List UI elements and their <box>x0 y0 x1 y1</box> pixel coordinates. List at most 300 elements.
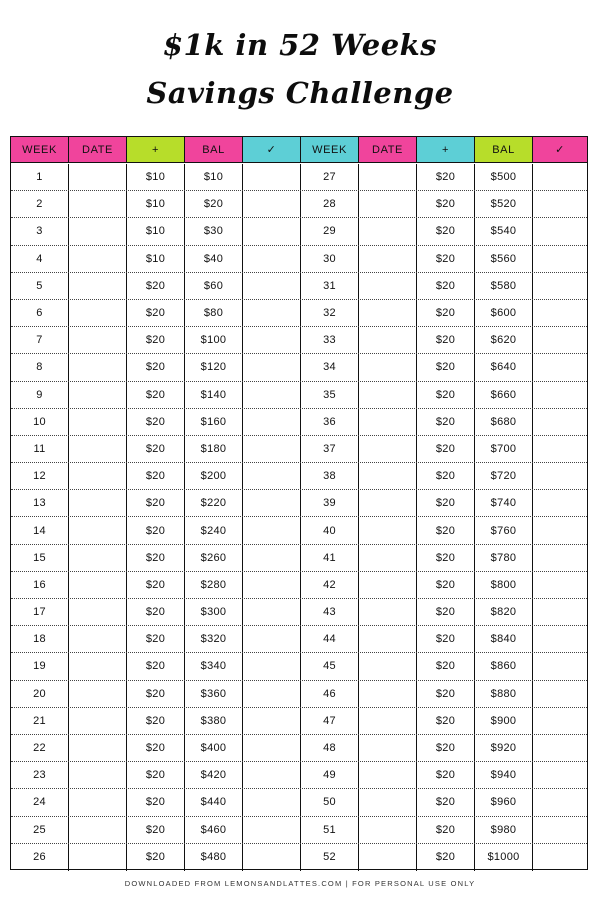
check-cell-field[interactable] <box>243 382 301 408</box>
date-cell-field[interactable] <box>69 273 127 299</box>
date-cell-field[interactable] <box>359 572 417 598</box>
plus-cell: $20 <box>127 681 185 707</box>
date-cell-field[interactable] <box>69 490 127 516</box>
check-cell-field[interactable] <box>243 545 301 571</box>
date-cell-field[interactable] <box>69 817 127 843</box>
week-cell: 34 <box>301 354 359 380</box>
table-row <box>11 626 587 653</box>
week-cell: 21 <box>11 708 69 734</box>
week-cell: 42 <box>301 572 359 598</box>
check-cell-field[interactable] <box>243 517 301 543</box>
plus-cell: $20 <box>127 517 185 543</box>
plus-cell: $20 <box>417 817 475 843</box>
bal-cell: $100 <box>185 327 243 353</box>
page-title-line-2: Savings Challenge <box>146 76 454 110</box>
table-row <box>11 517 587 544</box>
date-cell-field[interactable] <box>359 599 417 625</box>
check-cell-field[interactable] <box>533 844 587 871</box>
check-cell-field[interactable] <box>243 300 301 326</box>
page-title-line-1: $1k in 52 Weeks <box>162 28 438 62</box>
date-cell-field[interactable] <box>359 681 417 707</box>
plus-cell: $20 <box>127 844 185 871</box>
date-cell-field[interactable] <box>359 844 417 871</box>
bal-cell: $280 <box>185 572 243 598</box>
date-cell-field[interactable] <box>359 327 417 353</box>
check-cell-field[interactable] <box>243 327 301 353</box>
table-row <box>11 681 587 708</box>
check-cell-field[interactable] <box>533 599 587 625</box>
bal-cell: $420 <box>185 762 243 788</box>
plus-cell: $20 <box>127 545 185 571</box>
bal-cell: $400 <box>185 735 243 761</box>
week-cell: 12 <box>11 463 69 489</box>
check-cell-field[interactable] <box>243 218 301 244</box>
plus-cell: $10 <box>127 164 185 190</box>
table-row <box>11 300 587 327</box>
table-row <box>11 382 587 409</box>
plus-cell: $20 <box>127 300 185 326</box>
check-cell-field[interactable] <box>243 708 301 734</box>
date-cell-field[interactable] <box>359 708 417 734</box>
check-cell-field[interactable] <box>243 409 301 435</box>
week-cell: 26 <box>11 844 69 871</box>
week-cell: 36 <box>301 409 359 435</box>
week-cell: 4 <box>11 246 69 272</box>
plus-cell: $20 <box>417 708 475 734</box>
bal-cell: $820 <box>475 599 533 625</box>
check-cell-field[interactable] <box>533 436 587 462</box>
check-cell-field[interactable] <box>533 817 587 843</box>
date-cell-field[interactable] <box>69 653 127 679</box>
table-header <box>11 137 589 164</box>
table-row <box>11 762 587 789</box>
week-cell: 8 <box>11 354 69 380</box>
bal-cell: $620 <box>475 327 533 353</box>
week-cell: 43 <box>301 599 359 625</box>
week-cell: 9 <box>11 382 69 408</box>
bal-cell: $260 <box>185 545 243 571</box>
bal-cell: $60 <box>185 273 243 299</box>
check-cell-field[interactable] <box>533 626 587 652</box>
plus-cell: $20 <box>417 653 475 679</box>
check-cell-field[interactable] <box>533 382 587 408</box>
plus-cell: $20 <box>127 490 185 516</box>
date-cell-field[interactable] <box>69 191 127 217</box>
plus-cell: $20 <box>417 572 475 598</box>
date-cell-field[interactable] <box>359 490 417 516</box>
plus-cell: $20 <box>127 382 185 408</box>
bal-cell: $40 <box>185 246 243 272</box>
week-cell: 51 <box>301 817 359 843</box>
date-cell-field[interactable] <box>359 164 417 190</box>
header-week-1: WEEK <box>11 137 69 163</box>
bal-cell: $640 <box>475 354 533 380</box>
bal-cell: $700 <box>475 436 533 462</box>
table-row <box>11 273 587 300</box>
check-cell-field[interactable] <box>243 191 301 217</box>
week-cell: 5 <box>11 273 69 299</box>
bal-cell: $440 <box>185 789 243 815</box>
bal-cell: $200 <box>185 463 243 489</box>
week-cell: 50 <box>301 789 359 815</box>
week-cell: 48 <box>301 735 359 761</box>
check-cell-field[interactable] <box>533 164 587 190</box>
header-bal-2: BAL <box>475 137 533 163</box>
check-cell-field[interactable] <box>243 626 301 652</box>
week-cell: 15 <box>11 545 69 571</box>
date-cell-field[interactable] <box>359 545 417 571</box>
date-cell-field[interactable] <box>359 409 417 435</box>
week-cell: 20 <box>11 681 69 707</box>
check-cell-field[interactable] <box>243 246 301 272</box>
check-cell-field[interactable] <box>243 653 301 679</box>
table-row <box>11 246 587 273</box>
bal-cell: $540 <box>475 218 533 244</box>
week-cell: 31 <box>301 273 359 299</box>
plus-cell: $20 <box>417 844 475 871</box>
bal-cell: $800 <box>475 572 533 598</box>
header-check-2: ✓ <box>533 137 587 163</box>
date-cell-field[interactable] <box>359 354 417 380</box>
date-cell-field[interactable] <box>69 789 127 815</box>
check-cell-field[interactable] <box>533 218 587 244</box>
date-cell-field[interactable] <box>69 300 127 326</box>
bal-cell: $180 <box>185 436 243 462</box>
plus-cell: $20 <box>417 409 475 435</box>
week-cell: 1 <box>11 164 69 190</box>
check-cell-field[interactable] <box>533 653 587 679</box>
date-cell-field[interactable] <box>69 572 127 598</box>
plus-cell: $20 <box>417 490 475 516</box>
plus-cell: $20 <box>417 436 475 462</box>
bal-cell: $480 <box>185 844 243 871</box>
bal-cell: $960 <box>475 789 533 815</box>
check-cell-field[interactable] <box>243 490 301 516</box>
check-cell-field[interactable] <box>533 300 587 326</box>
plus-cell: $20 <box>127 708 185 734</box>
week-cell: 19 <box>11 653 69 679</box>
table-row <box>11 327 587 354</box>
check-cell-field[interactable] <box>533 762 587 788</box>
bal-cell: $1000 <box>475 844 533 871</box>
plus-cell: $10 <box>127 246 185 272</box>
week-cell: 2 <box>11 191 69 217</box>
bal-cell: $20 <box>185 191 243 217</box>
header-week-2: WEEK <box>301 137 359 163</box>
bal-cell: $520 <box>475 191 533 217</box>
date-cell-field[interactable] <box>69 436 127 462</box>
table-row <box>11 463 587 490</box>
plus-cell: $20 <box>417 327 475 353</box>
week-cell: 37 <box>301 436 359 462</box>
check-cell-field[interactable] <box>533 490 587 516</box>
plus-cell: $20 <box>417 599 475 625</box>
bal-cell: $660 <box>475 382 533 408</box>
table-row <box>11 599 587 626</box>
plus-cell: $20 <box>127 626 185 652</box>
bal-cell: $160 <box>185 409 243 435</box>
plus-cell: $20 <box>127 789 185 815</box>
check-cell-field[interactable] <box>533 273 587 299</box>
bal-cell: $500 <box>475 164 533 190</box>
date-cell-field[interactable] <box>69 517 127 543</box>
header-plus-2: + <box>417 137 475 163</box>
date-cell-field[interactable] <box>359 817 417 843</box>
bal-cell: $30 <box>185 218 243 244</box>
date-cell-field[interactable] <box>359 762 417 788</box>
week-cell: 6 <box>11 300 69 326</box>
bal-cell: $920 <box>475 735 533 761</box>
plus-cell: $20 <box>127 599 185 625</box>
date-cell-field[interactable] <box>359 463 417 489</box>
week-cell: 29 <box>301 218 359 244</box>
table-row <box>11 572 587 599</box>
bal-cell: $120 <box>185 354 243 380</box>
table-row <box>11 354 587 381</box>
check-cell-field[interactable] <box>533 354 587 380</box>
date-cell-field[interactable] <box>359 517 417 543</box>
check-cell-field[interactable] <box>533 463 587 489</box>
date-cell-field[interactable] <box>69 681 127 707</box>
table-row <box>11 708 587 735</box>
date-cell-field[interactable] <box>69 246 127 272</box>
week-cell: 22 <box>11 735 69 761</box>
plus-cell: $20 <box>127 354 185 380</box>
week-cell: 24 <box>11 789 69 815</box>
week-cell: 28 <box>301 191 359 217</box>
date-cell-field[interactable] <box>359 789 417 815</box>
check-cell-field[interactable] <box>533 409 587 435</box>
table-row <box>11 653 587 680</box>
footer-note: DOWNLOADED FROM LEMONSANDLATTES.COM | FOR PERSONAL USE ONLY <box>124 879 476 888</box>
week-cell: 16 <box>11 572 69 598</box>
check-cell-field[interactable] <box>243 844 301 871</box>
plus-cell: $20 <box>417 382 475 408</box>
date-cell-field[interactable] <box>359 436 417 462</box>
date-cell-field[interactable] <box>69 164 127 190</box>
date-cell-field[interactable] <box>69 599 127 625</box>
week-cell: 27 <box>301 164 359 190</box>
week-cell: 23 <box>11 762 69 788</box>
week-cell: 14 <box>11 517 69 543</box>
week-cell: 33 <box>301 327 359 353</box>
date-cell-field[interactable] <box>69 626 127 652</box>
table-row <box>11 490 587 517</box>
date-cell-field[interactable] <box>69 708 127 734</box>
week-cell: 41 <box>301 545 359 571</box>
bal-cell: $900 <box>475 708 533 734</box>
week-cell: 47 <box>301 708 359 734</box>
table-row <box>11 218 587 245</box>
date-cell-field[interactable] <box>359 191 417 217</box>
bal-cell: $940 <box>475 762 533 788</box>
plus-cell: $20 <box>417 191 475 217</box>
check-cell-field[interactable] <box>243 463 301 489</box>
plus-cell: $20 <box>417 789 475 815</box>
bal-cell: $300 <box>185 599 243 625</box>
table-row <box>11 436 587 463</box>
check-cell-field[interactable] <box>533 517 587 543</box>
check-cell-field[interactable] <box>243 273 301 299</box>
date-cell-field[interactable] <box>69 382 127 408</box>
week-cell: 25 <box>11 817 69 843</box>
week-cell: 13 <box>11 490 69 516</box>
date-cell-field[interactable] <box>359 382 417 408</box>
week-cell: 10 <box>11 409 69 435</box>
table-row <box>11 164 587 191</box>
date-cell-field[interactable] <box>359 273 417 299</box>
bal-cell: $140 <box>185 382 243 408</box>
plus-cell: $10 <box>127 191 185 217</box>
table-body <box>11 164 587 871</box>
plus-cell: $20 <box>417 517 475 543</box>
date-cell-field[interactable] <box>69 327 127 353</box>
bal-cell: $740 <box>475 490 533 516</box>
plus-cell: $20 <box>127 436 185 462</box>
bal-cell: $840 <box>475 626 533 652</box>
check-cell-field[interactable] <box>243 436 301 462</box>
week-cell: 45 <box>301 653 359 679</box>
savings-table <box>10 136 588 870</box>
bal-cell: $360 <box>185 681 243 707</box>
table-row <box>11 545 587 572</box>
bal-cell: $10 <box>185 164 243 190</box>
bal-cell: $320 <box>185 626 243 652</box>
table-row <box>11 844 587 871</box>
date-cell-field[interactable] <box>69 354 127 380</box>
check-cell-field[interactable] <box>243 354 301 380</box>
plus-cell: $20 <box>417 300 475 326</box>
plus-cell: $20 <box>417 545 475 571</box>
table-row <box>11 409 587 436</box>
table-row <box>11 191 587 218</box>
date-cell-field[interactable] <box>69 844 127 871</box>
bal-cell: $880 <box>475 681 533 707</box>
bal-cell: $760 <box>475 517 533 543</box>
bal-cell: $220 <box>185 490 243 516</box>
bal-cell: $460 <box>185 817 243 843</box>
date-cell-field[interactable] <box>359 653 417 679</box>
check-cell-field[interactable] <box>533 327 587 353</box>
plus-cell: $20 <box>127 409 185 435</box>
check-cell-field[interactable] <box>533 681 587 707</box>
date-cell-field[interactable] <box>359 626 417 652</box>
bal-cell: $600 <box>475 300 533 326</box>
bal-cell: $80 <box>185 300 243 326</box>
plus-cell: $20 <box>417 626 475 652</box>
week-cell: 40 <box>301 517 359 543</box>
date-cell-field[interactable] <box>359 300 417 326</box>
date-cell-field[interactable] <box>69 545 127 571</box>
plus-cell: $20 <box>127 572 185 598</box>
date-cell-field[interactable] <box>69 409 127 435</box>
table-row <box>11 789 587 816</box>
check-cell-field[interactable] <box>533 545 587 571</box>
plus-cell: $20 <box>417 762 475 788</box>
plus-cell: $20 <box>127 653 185 679</box>
table-row <box>11 817 587 844</box>
date-cell-field[interactable] <box>69 463 127 489</box>
check-cell-field[interactable] <box>243 762 301 788</box>
week-cell: 17 <box>11 599 69 625</box>
week-cell: 49 <box>301 762 359 788</box>
bal-cell: $340 <box>185 653 243 679</box>
week-cell: 11 <box>11 436 69 462</box>
plus-cell: $20 <box>127 762 185 788</box>
plus-cell: $20 <box>417 246 475 272</box>
check-cell-field[interactable] <box>533 246 587 272</box>
check-cell-field[interactable] <box>243 735 301 761</box>
week-cell: 44 <box>301 626 359 652</box>
bal-cell: $980 <box>475 817 533 843</box>
plus-cell: $20 <box>417 681 475 707</box>
plus-cell: $20 <box>127 273 185 299</box>
check-cell-field[interactable] <box>243 164 301 190</box>
plus-cell: $20 <box>417 273 475 299</box>
check-cell-field[interactable] <box>243 572 301 598</box>
check-cell-field[interactable] <box>533 572 587 598</box>
date-cell-field[interactable] <box>359 218 417 244</box>
check-cell-field[interactable] <box>533 789 587 815</box>
check-cell-field[interactable] <box>243 789 301 815</box>
date-cell-field[interactable] <box>69 735 127 761</box>
week-cell: 52 <box>301 844 359 871</box>
plus-cell: $20 <box>127 735 185 761</box>
week-cell: 35 <box>301 382 359 408</box>
bal-cell: $580 <box>475 273 533 299</box>
week-cell: 46 <box>301 681 359 707</box>
plus-cell: $20 <box>127 463 185 489</box>
week-cell: 3 <box>11 218 69 244</box>
bal-cell: $780 <box>475 545 533 571</box>
week-cell: 32 <box>301 300 359 326</box>
check-cell-field[interactable] <box>533 191 587 217</box>
date-cell-field[interactable] <box>69 218 127 244</box>
header-date-2: DATE <box>359 137 417 163</box>
week-cell: 30 <box>301 246 359 272</box>
date-cell-field[interactable] <box>359 735 417 761</box>
plus-cell: $10 <box>127 218 185 244</box>
week-cell: 7 <box>11 327 69 353</box>
week-cell: 38 <box>301 463 359 489</box>
bal-cell: $720 <box>475 463 533 489</box>
plus-cell: $20 <box>417 354 475 380</box>
plus-cell: $20 <box>417 218 475 244</box>
header-plus-1: + <box>127 137 185 163</box>
header-check-1: ✓ <box>243 137 301 163</box>
date-cell-field[interactable] <box>69 762 127 788</box>
plus-cell: $20 <box>127 817 185 843</box>
header-date-1: DATE <box>69 137 127 163</box>
check-cell-field[interactable] <box>243 599 301 625</box>
bal-cell: $680 <box>475 409 533 435</box>
bal-cell: $240 <box>185 517 243 543</box>
bal-cell: $860 <box>475 653 533 679</box>
bal-cell: $560 <box>475 246 533 272</box>
table-row <box>11 735 587 762</box>
plus-cell: $20 <box>127 327 185 353</box>
check-cell-field[interactable] <box>243 817 301 843</box>
plus-cell: $20 <box>417 735 475 761</box>
plus-cell: $20 <box>417 164 475 190</box>
plus-cell: $20 <box>417 463 475 489</box>
check-cell-field[interactable] <box>533 708 587 734</box>
week-cell: 18 <box>11 626 69 652</box>
check-cell-field[interactable] <box>533 735 587 761</box>
check-cell-field[interactable] <box>243 681 301 707</box>
date-cell-field[interactable] <box>359 246 417 272</box>
bal-cell: $380 <box>185 708 243 734</box>
